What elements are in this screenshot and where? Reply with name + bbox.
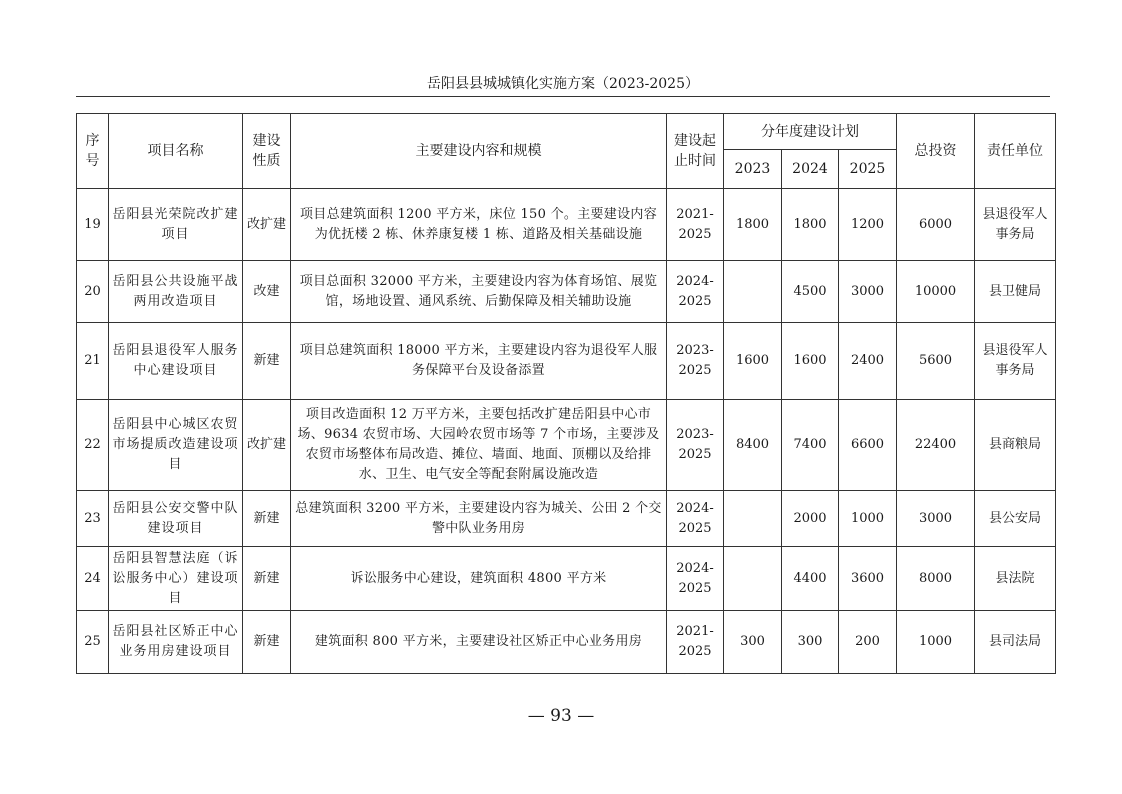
cell-2023: 300 (724, 611, 782, 674)
table-row (77, 611, 1056, 674)
cell-seq: 23 (77, 491, 109, 547)
table-header-row (77, 114, 1056, 150)
header-period: 建设起止时间 (667, 114, 724, 189)
header-year-2024: 2024 (782, 150, 839, 189)
header-nature: 建设性质 (243, 114, 291, 189)
header-unit: 责任单位 (975, 114, 1056, 189)
cell-content: 项目总面积 32000 平方米，主要建设内容为体育场馆、展览馆，场地设置、通风系统、后勤保障及相关辅助设施 (291, 261, 667, 323)
cell-unit: 县商粮局 (975, 400, 1056, 491)
cell-nature: 改扩建 (243, 400, 291, 491)
cell-content: 总建筑面积 3200 平方米，主要建设内容为城关、公田 2 个交警中队业务用房 (291, 491, 667, 547)
cell-period: 2021-2025 (667, 611, 724, 674)
cell-period: 2023-2025 (667, 323, 724, 400)
cell-total: 5600 (897, 323, 975, 400)
cell-2024: 300 (782, 611, 839, 674)
cell-seq: 19 (77, 189, 109, 261)
cell-2025: 6600 (839, 400, 897, 491)
cell-name: 岳阳县光荣院改扩建项目 (109, 189, 243, 261)
cell-seq: 22 (77, 400, 109, 491)
table-row (77, 189, 1056, 261)
cell-period: 2024-2025 (667, 547, 724, 611)
cell-name: 岳阳县智慧法庭（诉讼服务中心）建设项目 (109, 547, 243, 611)
cell-unit: 县司法局 (975, 611, 1056, 674)
header-annual-plan: 分年度建设计划 (724, 114, 897, 150)
page-header: 岳阳县县城城镇化实施方案（2023-2025） (76, 74, 1050, 97)
cell-name: 岳阳县社区矫正中心业务用房建设项目 (109, 611, 243, 674)
cell-2025: 3000 (839, 261, 897, 323)
table-row (77, 400, 1056, 491)
cell-name: 岳阳县退役军人服务中心建设项目 (109, 323, 243, 400)
cell-2023 (724, 547, 782, 611)
cell-2024: 7400 (782, 400, 839, 491)
cell-2025: 1200 (839, 189, 897, 261)
cell-2023 (724, 261, 782, 323)
cell-2023: 1600 (724, 323, 782, 400)
table-row (77, 261, 1056, 323)
header-name: 项目名称 (109, 114, 243, 189)
cell-2023 (724, 491, 782, 547)
cell-name: 岳阳县中心城区农贸市场提质改造建设项目 (109, 400, 243, 491)
header-seq: 序号 (77, 114, 109, 189)
cell-unit: 县退役军人事务局 (975, 189, 1056, 261)
cell-nature: 改建 (243, 261, 291, 323)
cell-2024: 4500 (782, 261, 839, 323)
cell-nature: 新建 (243, 491, 291, 547)
cell-nature: 改扩建 (243, 189, 291, 261)
cell-total: 6000 (897, 189, 975, 261)
cell-content: 项目改造面积 12 万平方米，主要包括改扩建岳阳县中心市场、9634 农贸市场、大园岭农贸市场等 7 个市场，主要涉及农贸市场整体布局改造、摊位、墙面、地面、顶棚以及给排水、卫生、电气安全等配套附属设施改造 (291, 400, 667, 491)
cell-total: 10000 (897, 261, 975, 323)
cell-2024: 4400 (782, 547, 839, 611)
cell-name: 岳阳县公共设施平战两用改造项目 (109, 261, 243, 323)
cell-content: 诉讼服务中心建设，建筑面积 4800 平方米 (291, 547, 667, 611)
cell-period: 2023-2025 (667, 400, 724, 491)
cell-2025: 3600 (839, 547, 897, 611)
header-total: 总投资 (897, 114, 975, 189)
cell-2025: 1000 (839, 491, 897, 547)
cell-2023: 1800 (724, 189, 782, 261)
cell-unit: 县公安局 (975, 491, 1056, 547)
cell-content: 项目总建筑面积 18000 平方米，主要建设内容为退役军人服务保障平台及设备添置 (291, 323, 667, 400)
cell-total: 1000 (897, 611, 975, 674)
cell-seq: 20 (77, 261, 109, 323)
cell-content: 项目总建筑面积 1200 平方米，床位 150 个。主要建设内容为优抚楼 2 栋、休养康复楼 1 栋、道路及相关基础设施 (291, 189, 667, 261)
cell-period: 2021-2025 (667, 189, 724, 261)
header-year-2025: 2025 (839, 150, 897, 189)
cell-total: 8000 (897, 547, 975, 611)
cell-seq: 25 (77, 611, 109, 674)
cell-2025: 2400 (839, 323, 897, 400)
cell-seq: 24 (77, 547, 109, 611)
cell-unit: 县法院 (975, 547, 1056, 611)
cell-period: 2024-2025 (667, 261, 724, 323)
cell-unit: 县退役军人事务局 (975, 323, 1056, 400)
cell-2024: 1800 (782, 189, 839, 261)
cell-total: 22400 (897, 400, 975, 491)
header-year-2023: 2023 (724, 150, 782, 189)
cell-nature: 新建 (243, 323, 291, 400)
table-row (77, 491, 1056, 547)
cell-seq: 21 (77, 323, 109, 400)
page-number: — 93 — (527, 706, 595, 726)
header-content: 主要建设内容和规模 (291, 114, 667, 189)
cell-total: 3000 (897, 491, 975, 547)
cell-2024: 1600 (782, 323, 839, 400)
cell-period: 2024-2025 (667, 491, 724, 547)
cell-nature: 新建 (243, 611, 291, 674)
table-row (77, 323, 1056, 400)
cell-content: 建筑面积 800 平方米，主要建设社区矫正中心业务用房 (291, 611, 667, 674)
project-table (76, 113, 1056, 674)
cell-nature: 新建 (243, 547, 291, 611)
cell-2024: 2000 (782, 491, 839, 547)
cell-2023: 8400 (724, 400, 782, 491)
table-row (77, 547, 1056, 611)
cell-name: 岳阳县公安交警中队建设项目 (109, 491, 243, 547)
cell-2025: 200 (839, 611, 897, 674)
cell-unit: 县卫健局 (975, 261, 1056, 323)
